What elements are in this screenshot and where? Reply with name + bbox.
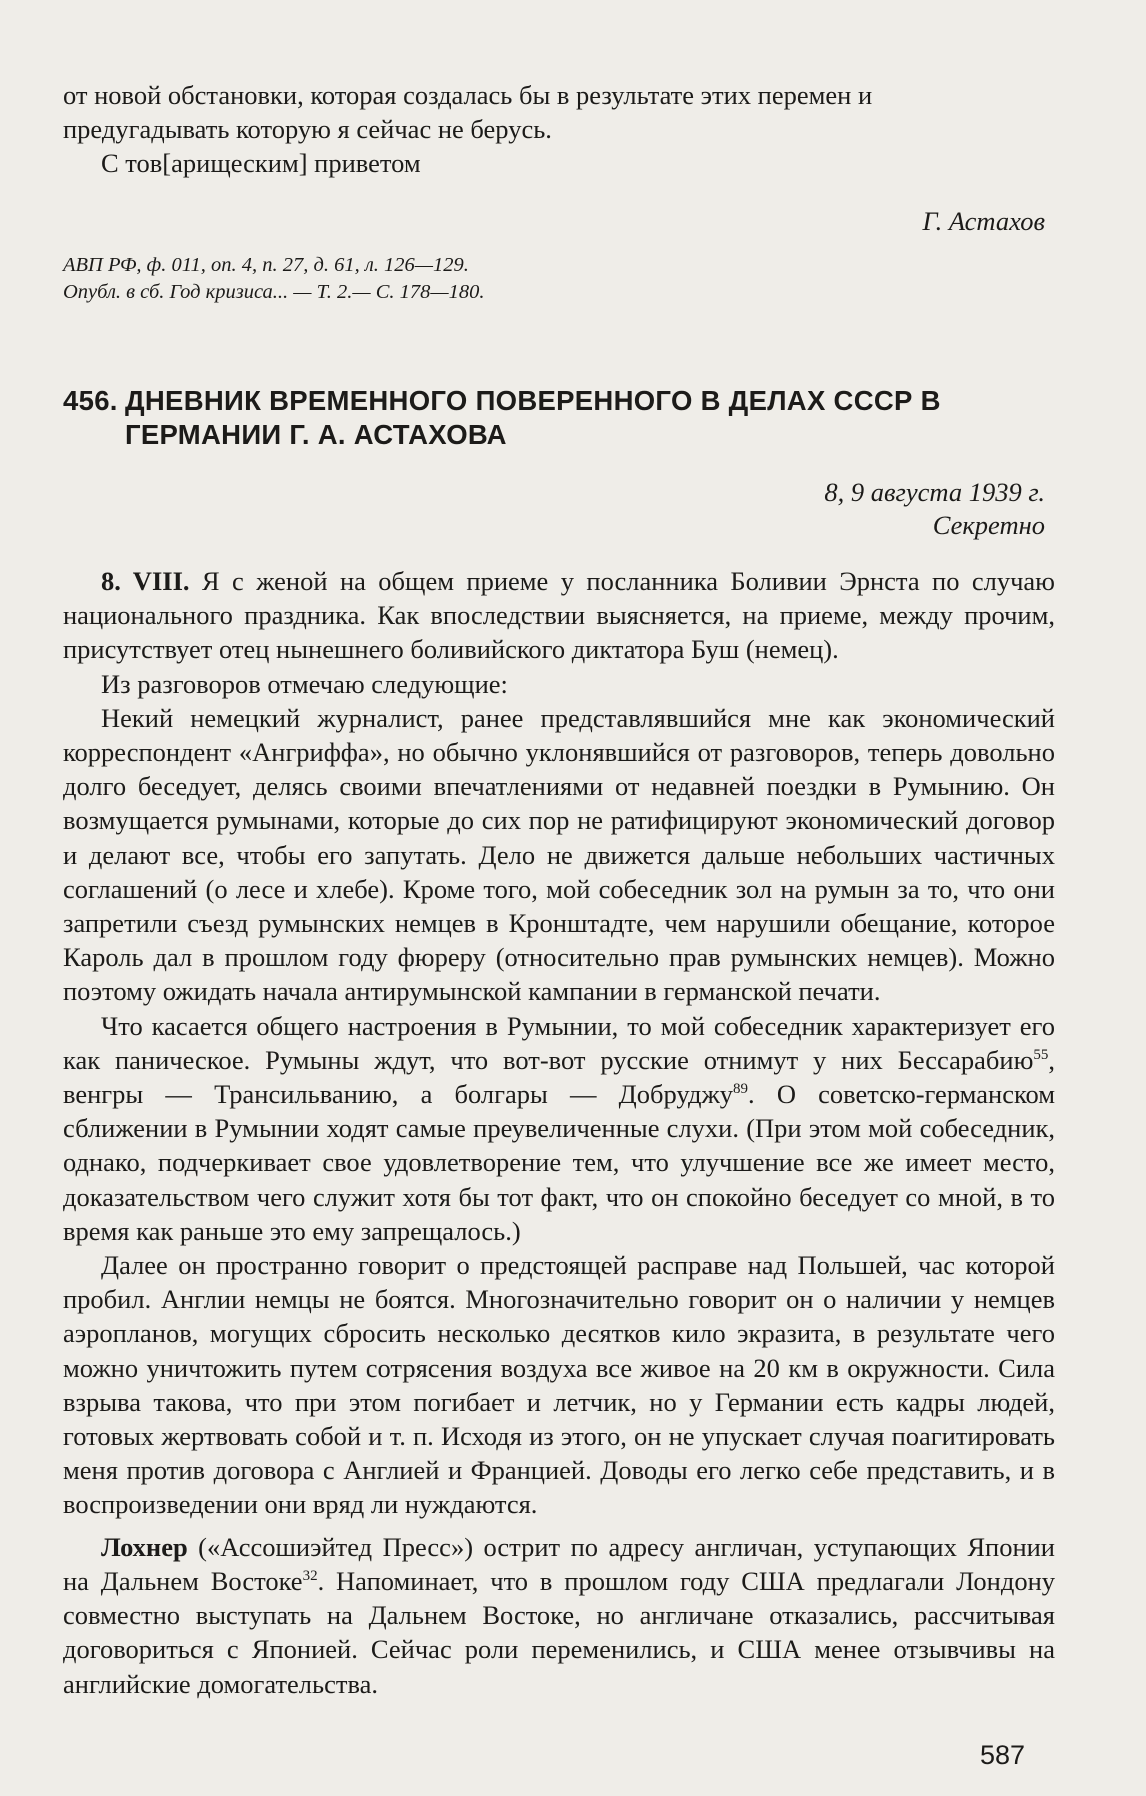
footnote-ref: 89 [733, 1081, 749, 1098]
paragraph: Что касается общего настроения в Румынии, то мой собеседник характеризует его как паническое. Румыны ждут, что вот-вот русские отнимут у них Бессарабию$^{55}$, венгры — Трансильванию, а болгары — Добруджу$^{89}$. О советско-германском сближении в Румынии ходят самые преувеличенные слухи. (При этом мой собеседник, однако, подчеркивает свое удовлетворение тем, что улучшение все же имеет место, доказательством чего служит хотя бы тот факт, что он спокойно беседует со мной, в то время как раньше это ему запрещалось.) [63, 1010, 1055, 1246]
text-line: предугадывать которую я сейчас не берусь. [63, 114, 552, 145]
diary-body [63, 564, 1055, 1701]
signature: Г. Астахов [922, 206, 1045, 236]
diary-date-label: 8. VIII. [101, 566, 190, 596]
classification-label: Секретно [932, 510, 1045, 540]
date-block [63, 476, 1045, 542]
text-line: от новой обстановки, которая создалась бы в результате этих перемен и [63, 80, 873, 110]
publication-reference-line: Опубл. в сб. Год кризиса... — Т. 2.— С. 178—180. [63, 281, 485, 303]
heading-line: ГЕРМАНИИ Г. А. АСТАХОВА [125, 419, 507, 450]
footnote-ref: 32 [302, 1567, 318, 1584]
salutation: С тов[арищеским] приветом [101, 148, 421, 179]
page-number: 587 [980, 1740, 1026, 1770]
document-heading [63, 384, 1055, 452]
document-date: 8, 9 августа 1939 г. [824, 477, 1045, 507]
paragraph: 8. VIII. Я с женой на общем приеме у посланника Боливии Эрнста по случаю национального праздника. Как впоследствии выясняется, на приеме, между прочим, присутствует отец нынешнего боливийского диктатора Буш (немец). [63, 566, 1055, 665]
person-name: Лохнер [101, 1531, 188, 1562]
paragraph: Из разговоров отмечаю следующие: [101, 668, 508, 699]
paragraph: Лохнер («Ассошиэйтед Пресс») острит по адресу англичан, уступающих Японии на Дальнем Востоке$^{32}$. Напоминает, что в прошлом году США предлагали Лондону совместно выступать на Дальнем Востоке, но англичане отказались, рассчитывая договориться с Японией. Сейчас роли переменились, и США менее отзывчивы на английские домогательства. [63, 1531, 1055, 1699]
previous-document-ending [63, 78, 1055, 181]
paragraph: Далее он пространно говорит о предстоящей расправе над Польшей, час которой пробил. Англии немцы не боятся. Многозначительно говорит он о наличии у немцев аэропланов, могущих сбросить несколько десятков кило экразита, в результате чего можно уничтожить путем сотрясения воздуха все живое на 20 км в окружности. Сила взрыва такова, что при этом погибает и летчик, но у Германии есть кадры людей, готовых жертвовать собой и т. п. Исходя из этого, он не упускает случая поагитировать меня против договора с Англией и Францией. Доводы его легко себе представить, и в воспроизведении они вряд ли нуждаются. [63, 1250, 1055, 1520]
paragraph: Некий немецкий журналист, ранее представлявшийся мне как экономический корреспондент «Ангриффа», но обычно уклонявшийся от разговоров, теперь довольно долго беседует, делясь своими впечатлениями от недавней поездки в Румынию. Он возмущается румынами, которые до сих пор не ратифицируют экономический договор и делают все, чтобы его запутать. Дело не движется дальше небольших частичных соглашений (о лесе и хлебе). Кроме того, мой собеседник зол на румын за то, что они запретили съезд румынских немцев в Кронштадте, чем нарушили обещание, которое Кароль дал в прошлом году фюреру (относительно прав румынских немцев). Можно поэтому ожидать начала антирумынской кампании в германской печати. [63, 702, 1055, 1007]
document-number: 456. [63, 385, 118, 416]
heading-line: ДНЕВНИК ВРЕМЕННОГО ПОВЕРЕННОГО В ДЕЛАХ СССР В [125, 385, 941, 416]
archive-reference [63, 252, 1055, 306]
archive-reference-line: АВП РФ, ф. 011, оп. 4, п. 27, д. 61, л. 126—129. [63, 254, 469, 276]
footnote-ref: 55 [1033, 1046, 1049, 1063]
